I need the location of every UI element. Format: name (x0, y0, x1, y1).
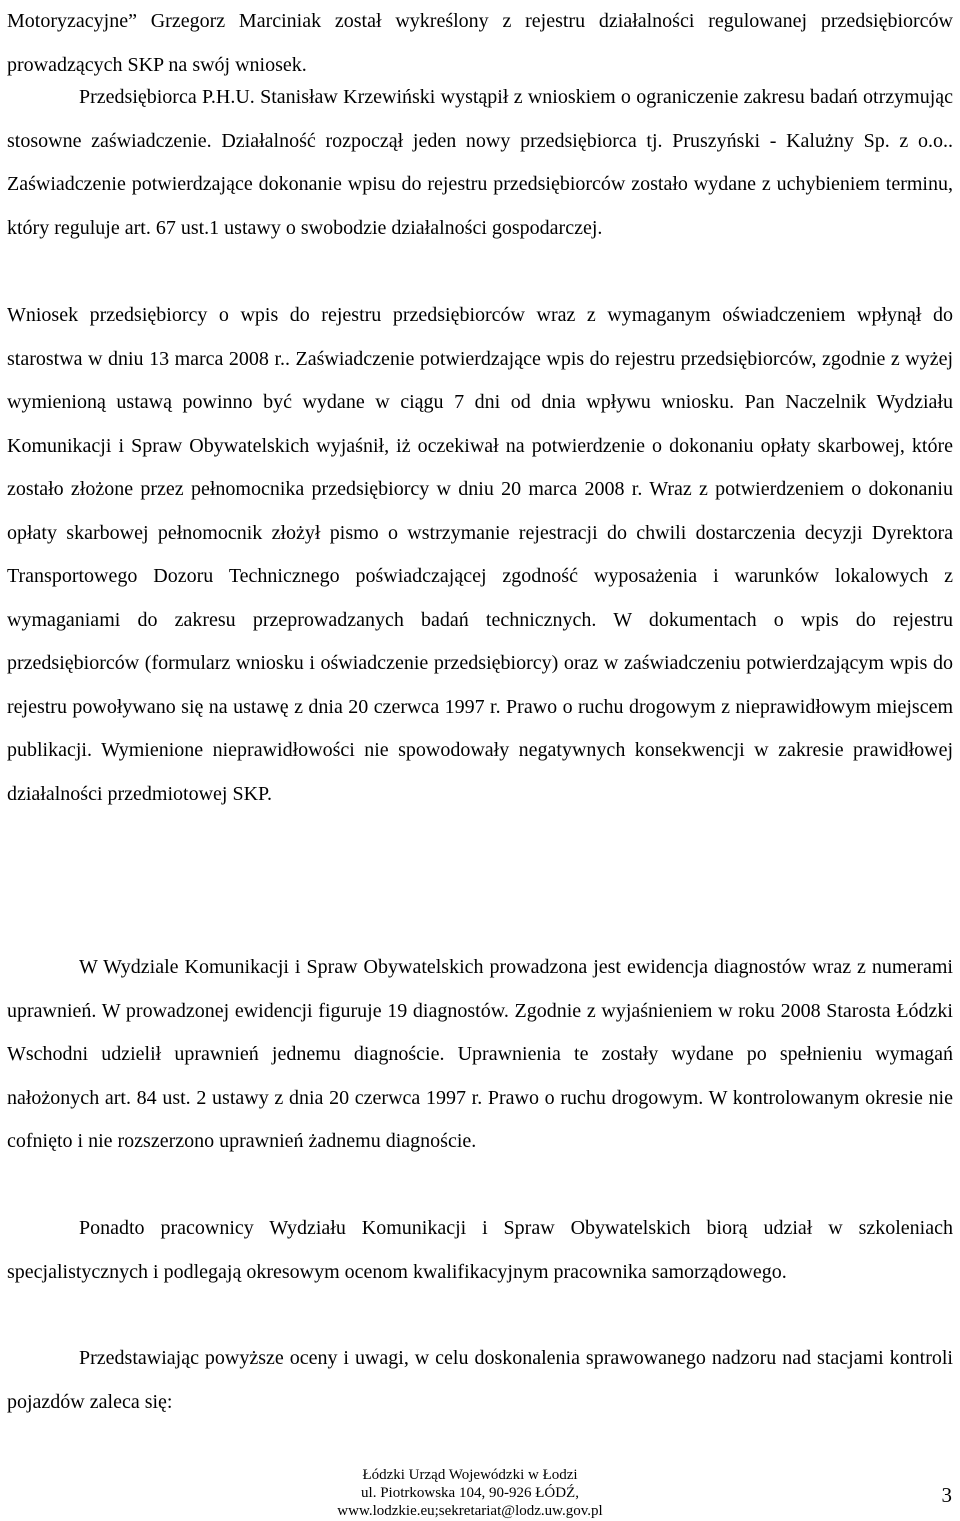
paragraph-6: Przedstawiając powyższe oceny i uwagi, w celu doskonalenia sprawowanego nadzoru nad stacjami kontroli pojazdów zaleca się: (7, 1347, 953, 1413)
page-footer (270, 1466, 670, 1520)
paragraph-5: Ponadto pracownicy Wydziału Komunikacji i Spraw Obywatelskich biorą udział w szkoleniach specjalistycznych i podlegają okresowym ocenom kwalifikacyjnym pracownika samorządowego. (7, 1217, 953, 1283)
paragraph-1: Motoryzacyjne” Grzegorz Marciniak został wykreślony z rejestru działalności regulowanej przedsiębiorców prowadzących SKP na swój wniosek. (7, 10, 953, 76)
paragraph-3: Wniosek przedsiębiorcy o wpis do rejestru przedsiębiorców wraz z wymaganym oświadczeniem wpłynął do starostwa w dniu 13 marca 2008 r.. Zaświadczenie potwierdzające wpis do rejestru przedsiębiorców, zgodnie z wyżej wymienioną ustawą powinno być wydane w ciągu 7 dni od dnia wpływu wniosku. Pan Naczelnik Wydziału Komunikacji i Spraw Obywatelskich wyjaśnił, iż oczekiwał na potwierdzenie o dokonaniu opłaty skarbowej, które zostało złożone przez pełnomocnika przedsiębiorcy w dniu 20 marca 2008 r. Wraz z potwierdzeniem o dokonaniu opłaty skarbowej pełnomocnik złożył pismo o wstrzymanie rejestracji do chwili dostarczenia decyzji Dyrektora Transportowego Dozoru Technicznego poświadczającej zgodność wyposażenia i warunków lokalowych z wymaganiami do zakresu przeprowadzanych badań technicznych. W dokumentach o wpis do rejestru przedsiębiorców (formularz wniosku i oświadczenie przedsiębiorcy) oraz w zaświadczeniu potwierdzającym wpis do rejestru powoływano się na ustawę z dnia 20 czerwca 1997 r. Prawo o ruchu drogowym z nieprawidłowym miejscem publikacji. Wymienione nieprawidłowości nie spowodowały negatywnych konsekwencji w zakresie prawidłowej działalności przedmiotowej SKP. (7, 304, 953, 805)
paragraph-4: W Wydziale Komunikacji i Spraw Obywatelskich prowadzona jest ewidencja diagnostów wraz z numerami uprawnień. W prowadzonej ewidencji figuruje 19 diagnostów. Zgodnie z wyjaśnieniem w roku 2008 Starosta Łódzki Wschodni udzielił uprawnień jednemu diagnoście. Uprawnienia te zostały wydane po spełnieniu wymagań nałożonych art. 84 ust. 2 ustawy z dnia 20 czerwca 1997 r. Prawo o ruchu drogowym. W kontrolowanym okresie nie cofnięto i nie rozszerzono uprawnień żadnemu diagnoście. (7, 956, 953, 1152)
paragraph-2: Przedsiębiorca P.H.U. Stanisław Krzewiński wystąpił z wnioskiem o ograniczenie zakresu badań otrzymując stosowne zaświadczenie. Działalność rozpoczął jeden nowy przedsiębiorca tj. Pruszyński - Kalużny Sp. z o.o.. Zaświadczenie potwierdzające dokonanie wpisu do rejestru przedsiębiorców zostało wydane z uchybieniem terminu, który reguluje art. 67 ust.1 ustawy o swobodzie działalności gospodarczej. (7, 86, 953, 239)
footer-contact: www.lodzkie.eu;sekretariat@lodz.uw.gov.pl (337, 1503, 603, 1519)
page-number: 3 (941, 1483, 952, 1507)
footer-office-name: Łódzki Urząd Wojewódzki w Łodzi (362, 1467, 578, 1483)
footer-address: ul. Piotrkowska 104, 90-926 ŁÓDŹ, (361, 1485, 579, 1501)
